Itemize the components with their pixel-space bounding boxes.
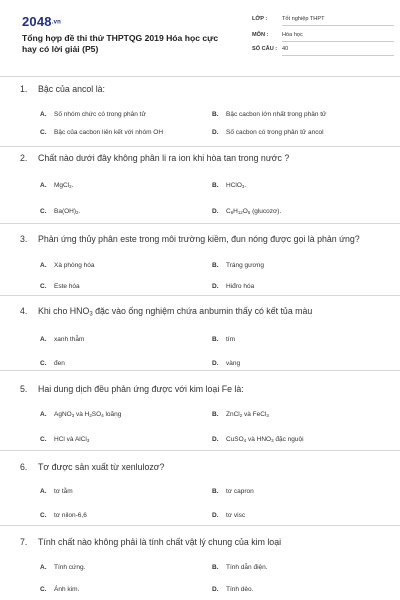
- option-text: HClO$_3$.: [226, 182, 247, 190]
- meta-subject: MÔN : Hóa học: [252, 32, 303, 38]
- answer-option[interactable]: [40, 411, 121, 418]
- question-text: [20, 537, 281, 547]
- option-letter: A.: [40, 564, 47, 571]
- option-letter: C.: [40, 208, 47, 215]
- option-text: đen: [54, 360, 65, 367]
- answer-option[interactable]: [212, 262, 264, 269]
- option-letter: D.: [212, 436, 219, 443]
- site-logo[interactable]: 2048.vn: [22, 14, 62, 29]
- section-divider: [0, 370, 400, 371]
- question-stem: Tính chất nào không phải là tính chất vật lý chung của kim loại: [38, 537, 282, 547]
- answer-option[interactable]: [212, 283, 254, 290]
- option-letter: A.: [40, 111, 47, 118]
- option-text: Tính dẻo.: [226, 586, 254, 593]
- question-text: [20, 306, 312, 317]
- answer-option[interactable]: [40, 111, 146, 118]
- question-stem: Chất nào dưới đây không phân li ra ion khi hòa tan trong nước ?: [38, 153, 290, 163]
- option-text: tơ tằm: [54, 488, 73, 495]
- document-header: [0, 0, 400, 76]
- answer-option[interactable]: [212, 488, 254, 495]
- question-stem: Hai dung dịch đều phản ứng được với kim loại Fe là:: [38, 384, 244, 394]
- answer-option[interactable]: [40, 586, 79, 593]
- option-text: Ánh kim.: [54, 586, 80, 593]
- section-divider: [0, 295, 400, 296]
- option-text: Bậc của cacbon liên kết với nhóm OH: [54, 129, 164, 136]
- question-stem: Tơ được sản xuất từ xenlulozơ?: [38, 462, 165, 472]
- answer-option[interactable]: [212, 336, 235, 343]
- option-letter: C.: [40, 129, 47, 136]
- answer-option[interactable]: [40, 129, 163, 136]
- question-text: [20, 153, 289, 163]
- option-letter: A.: [40, 411, 47, 418]
- option-letter: D.: [212, 283, 219, 290]
- question-stem: Phản ứng thủy phân este trong môi trường kiềm, đun nóng được gọi là phản ứng?: [38, 234, 360, 244]
- option-letter: A.: [40, 336, 47, 343]
- option-letter: B.: [212, 488, 219, 495]
- answer-option[interactable]: [212, 586, 253, 593]
- option-text: ZnCl$_2$ và FeCl$_3$: [226, 411, 269, 419]
- answer-option[interactable]: [212, 182, 246, 189]
- option-text: Số cacbon có trong phân tử ancol: [226, 129, 324, 136]
- document-title: Tổng hợp đề thi thử THPTQG 2019 Hóa học cực hay có lời giải (P5): [22, 33, 219, 54]
- option-letter: B.: [212, 411, 219, 418]
- option-text: xanh thẫm: [54, 336, 85, 343]
- option-text: tơ capron: [226, 488, 254, 495]
- option-letter: C.: [40, 586, 47, 593]
- option-text: HCl và AlCl$_3$: [54, 436, 90, 444]
- question-number: 3.: [20, 234, 28, 244]
- section-divider: [0, 525, 400, 526]
- option-text: $Ba(OH)_2$.: [54, 208, 81, 216]
- question-number: 5.: [20, 384, 28, 394]
- question-number: 7.: [20, 537, 28, 547]
- option-text: CuSO$_4$ và $HNO_3$ đặc nguội: [226, 436, 304, 444]
- question-number: 6.: [20, 462, 28, 472]
- meta-class: LỚP : Tốt nghiệp THPT: [252, 16, 325, 22]
- section-divider: [0, 450, 400, 451]
- option-letter: D.: [212, 512, 219, 519]
- option-text: Este hóa: [54, 283, 80, 290]
- option-letter: D.: [212, 360, 219, 367]
- option-text: Tính dẫn điện.: [226, 564, 268, 571]
- answer-option[interactable]: [40, 283, 80, 290]
- option-text: Bậc cacbon lớn nhất trong phân tử: [226, 111, 327, 118]
- option-text: MgCl$_2$.: [54, 182, 74, 190]
- option-letter: A.: [40, 182, 47, 189]
- answer-option[interactable]: [40, 436, 89, 443]
- question-number: 2.: [20, 153, 28, 163]
- option-letter: B.: [212, 111, 219, 118]
- option-letter: A.: [40, 488, 47, 495]
- answer-option[interactable]: [40, 564, 85, 571]
- question-text: [20, 84, 105, 94]
- option-letter: C.: [40, 436, 47, 443]
- answer-option[interactable]: [40, 360, 65, 367]
- answer-option[interactable]: [212, 564, 268, 571]
- option-text: $C_6H_{12}O_6$ (glucozơ).: [226, 208, 282, 216]
- answer-option[interactable]: [212, 111, 326, 118]
- question-stem: Bậc của ancol là:: [38, 84, 105, 94]
- option-letter: C.: [40, 283, 47, 290]
- question-text: [20, 234, 360, 244]
- option-text: Xà phòng hóa: [54, 262, 95, 269]
- question-text: [20, 462, 164, 472]
- section-divider: [0, 223, 400, 224]
- option-text: AgNO$_3$ và $H_2SO_4$ loãng: [54, 411, 122, 419]
- answer-option[interactable]: [212, 411, 269, 418]
- answer-option[interactable]: [40, 262, 94, 269]
- option-text: tơ visc: [226, 512, 246, 519]
- answer-option[interactable]: [40, 512, 87, 519]
- meta-question-count: SỐ CÂU : 40: [252, 46, 288, 52]
- option-letter: D.: [212, 586, 219, 593]
- answer-option[interactable]: [212, 436, 304, 443]
- section-divider: [0, 146, 400, 147]
- option-letter: C.: [40, 360, 47, 367]
- answer-option[interactable]: [40, 208, 80, 215]
- answer-option[interactable]: [212, 129, 324, 136]
- option-text: Hiđro hóa: [226, 283, 255, 290]
- answer-option[interactable]: [212, 208, 281, 215]
- option-letter: A.: [40, 262, 47, 269]
- option-letter: C.: [40, 512, 47, 519]
- option-letter: B.: [212, 182, 219, 189]
- option-text: Tráng gương: [226, 262, 265, 269]
- option-text: vàng: [226, 360, 241, 367]
- option-text: tím: [226, 336, 236, 343]
- answer-option[interactable]: [40, 488, 73, 495]
- option-letter: B.: [212, 262, 219, 269]
- question-number: 1.: [20, 84, 28, 94]
- option-letter: D.: [212, 208, 219, 215]
- option-letter: D.: [212, 129, 219, 136]
- option-text: tơ nilon-6,6: [54, 512, 87, 519]
- option-text: Số nhóm chức có trong phân tử: [54, 111, 146, 118]
- answer-option[interactable]: [40, 182, 73, 189]
- option-text: Tính cứng.: [54, 564, 86, 571]
- answer-option[interactable]: [212, 360, 240, 367]
- section-divider: [0, 76, 400, 77]
- question-stem: Khi cho $HNO_3$ đặc vào ống nghiệm chứa anbumin thấy có kết tủa màu: [38, 306, 313, 318]
- option-letter: B.: [212, 564, 219, 571]
- answer-option[interactable]: [40, 336, 84, 343]
- question-number: 4.: [20, 306, 28, 316]
- option-letter: B.: [212, 336, 219, 343]
- question-text: [20, 384, 244, 394]
- answer-option[interactable]: [212, 512, 245, 519]
